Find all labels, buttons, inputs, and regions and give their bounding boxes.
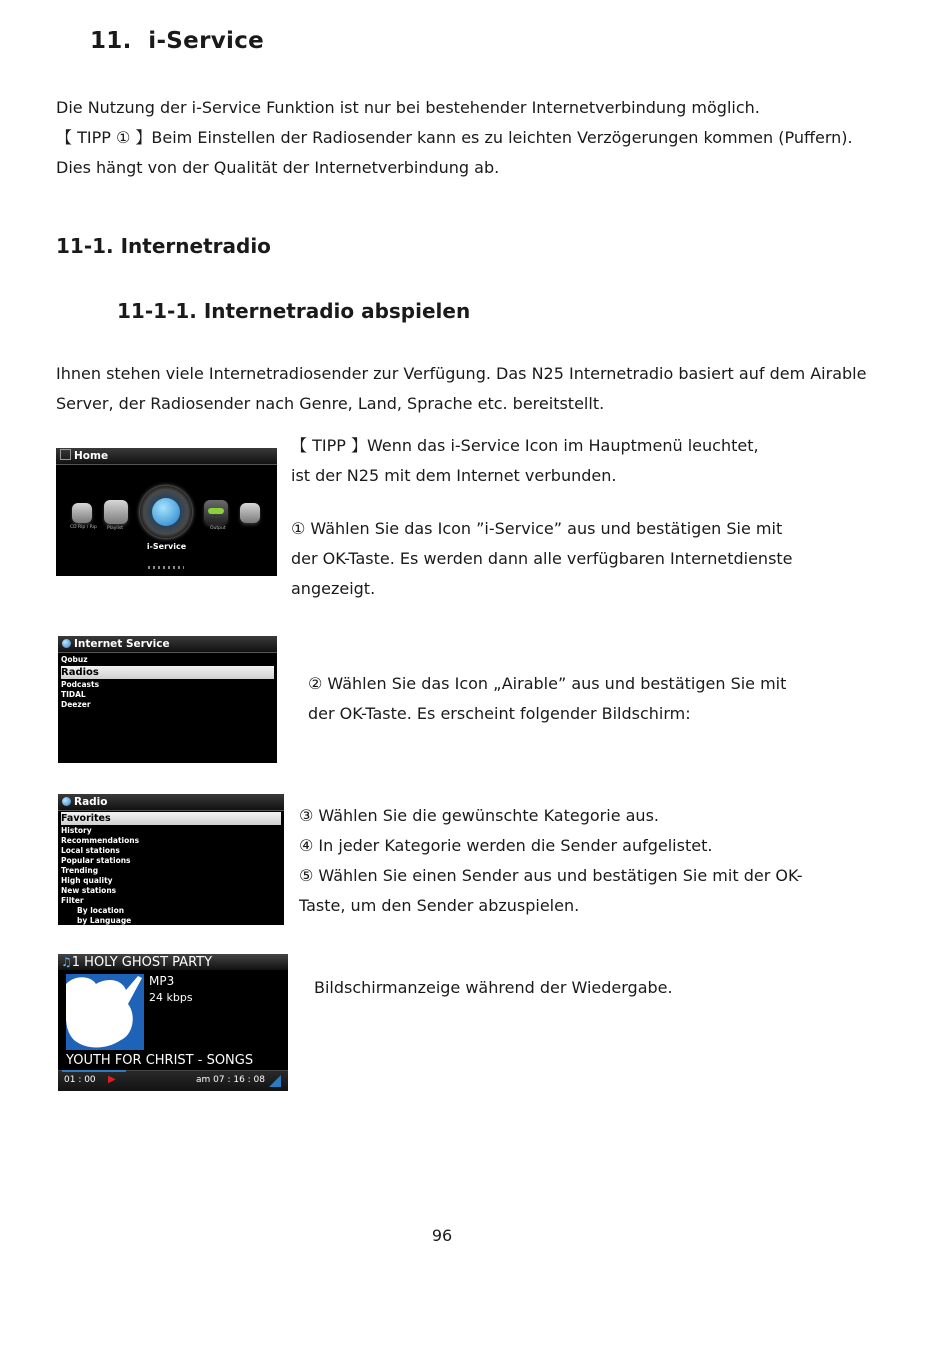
radio-titlebar (58, 794, 284, 811)
section-intro-paragraph (56, 359, 866, 419)
step4-text: Bildschirmanzeige während der Wiedergabe. (314, 978, 673, 997)
step1-line: der OK-Taste. Es werden dann alle verfügbaren Internetdienste (291, 549, 793, 568)
step1-text-tip (291, 431, 759, 491)
step1-line: ① Wählen Sie das Icon ”i-Service” aus und bestätigen Sie mit (291, 519, 783, 538)
playlist-caption: Playlist (107, 526, 123, 531)
home-icon (60, 449, 71, 460)
screenshot-radio (58, 794, 284, 925)
album-art-graphic (66, 974, 144, 1050)
list-item: Recommendations (61, 836, 140, 845)
step2-line: der OK-Taste. Es erscheint folgender Bildschirm: (308, 704, 691, 723)
globe-icon (152, 498, 180, 526)
step3-line: Taste, um den Sender abzuspielen. (299, 896, 580, 915)
list-item: Trending (61, 866, 99, 875)
home-title: Home (74, 450, 109, 462)
list-item: Popular stations (61, 856, 131, 865)
clock-time: am 07 : 16 : 08 (196, 1075, 266, 1085)
internet-service-list (58, 653, 277, 712)
output-indicator (208, 508, 224, 514)
now-playing-titlebar (58, 954, 288, 970)
output-caption: Output (210, 526, 226, 531)
step2-text (308, 669, 786, 729)
station-name: YOUTH FOR CHRIST - SONGS (66, 1053, 254, 1068)
list-item: Deezer (61, 700, 91, 709)
section-intro-line: Ihnen stehen viele Internetradiosender zur Verfügung. Das N25 Internetradio basiert auf dem Airable (56, 364, 867, 383)
signal-icon (269, 1075, 281, 1087)
step3-line: ④ In jeder Kategorie werden die Sender aufgelistet. (299, 836, 713, 855)
step1-text (291, 514, 793, 604)
list-item: Filter (61, 896, 84, 905)
subsection-heading: 11-1-1. Internetradio abspielen (117, 299, 471, 323)
elapsed-time: 01 : 00 (64, 1075, 96, 1085)
i-service-label: i-Service (146, 542, 187, 551)
status-bar (58, 1070, 288, 1091)
globe-icon (62, 797, 71, 806)
list-item: TIDAL (61, 690, 86, 699)
section-heading: 11-1. Internetradio (56, 234, 271, 258)
chapter-title: i-Service (148, 28, 265, 54)
intro-line: 【 TIPP ① 】Beim Einstellen der Radiosender kann es zu leichten Verzögerungen kommen (Puffern). (56, 128, 853, 147)
page-dots (148, 566, 184, 569)
radio-list (58, 812, 284, 925)
list-item-selected: Radios (61, 666, 274, 679)
step3-line: ③ Wählen Sie die gewünschte Kategorie aus. (299, 806, 659, 825)
list-item: New stations (61, 886, 117, 895)
album-art (66, 974, 144, 1050)
list-item: High quality (61, 876, 113, 885)
list-item-selected: Favorites (61, 812, 281, 825)
radio-title: Radio (74, 796, 108, 808)
track-title: 1 HOLY GHOST PARTY (71, 955, 213, 970)
tip-line: ist der N25 mit dem Internet verbunden. (291, 466, 617, 485)
intro-line: Die Nutzung der i-Service Funktion ist nur bei bestehender Internetverbindung möglich. (56, 98, 760, 117)
list-item: History (61, 826, 92, 835)
step3-line: ⑤ Wählen Sie einen Sender aus und bestätigen Sie mit der OK- (299, 866, 803, 885)
audio-format: MP3 (149, 974, 175, 988)
internet-service-title: Internet Service (74, 638, 170, 650)
home-titlebar (56, 448, 277, 465)
list-item: Podcasts (61, 680, 100, 689)
screenshot-internet-service (58, 636, 277, 763)
screenshot-now-playing (58, 954, 288, 1091)
list-item: Qobuz (61, 655, 88, 664)
step3-text (299, 801, 803, 921)
tip-line: 【 TIPP 】Wenn das i-Service Icon im Hauptmenü leuchtet, (291, 436, 759, 455)
cd-rip-caption: CD Rip / Rip (70, 525, 97, 530)
internet-service-titlebar (58, 636, 277, 653)
section-intro-line: Server, der Radiosender nach Genre, Land, Sprache etc. bereitstellt. (56, 394, 605, 413)
playlist-app-icon (104, 500, 128, 524)
globe-icon (62, 639, 71, 648)
cd-rip-app-icon (72, 503, 92, 523)
page-number: 96 (431, 1226, 453, 1245)
music-note-icon: ♫ (61, 955, 72, 969)
step2-line: ② Wählen Sie das Icon „Airable” aus und bestätigen Sie mit (308, 674, 787, 693)
chapter-number: 11. (90, 28, 132, 54)
settings-app-icon (240, 503, 260, 523)
audio-bitrate: 24 kbps (149, 991, 193, 1004)
list-item: Local stations (61, 846, 120, 855)
step1-line: angezeigt. (291, 579, 376, 598)
list-sub-item: By location (77, 906, 125, 915)
play-icon: ▶ (108, 1074, 116, 1085)
progress-bar (62, 1070, 126, 1072)
screenshot-home (56, 448, 277, 576)
intro-line: Dies hängt von der Qualität der Internetverbindung ab. (56, 158, 500, 177)
list-sub-item: by Language (77, 916, 132, 925)
intro-paragraph (56, 93, 853, 183)
chapter-heading (90, 28, 264, 54)
